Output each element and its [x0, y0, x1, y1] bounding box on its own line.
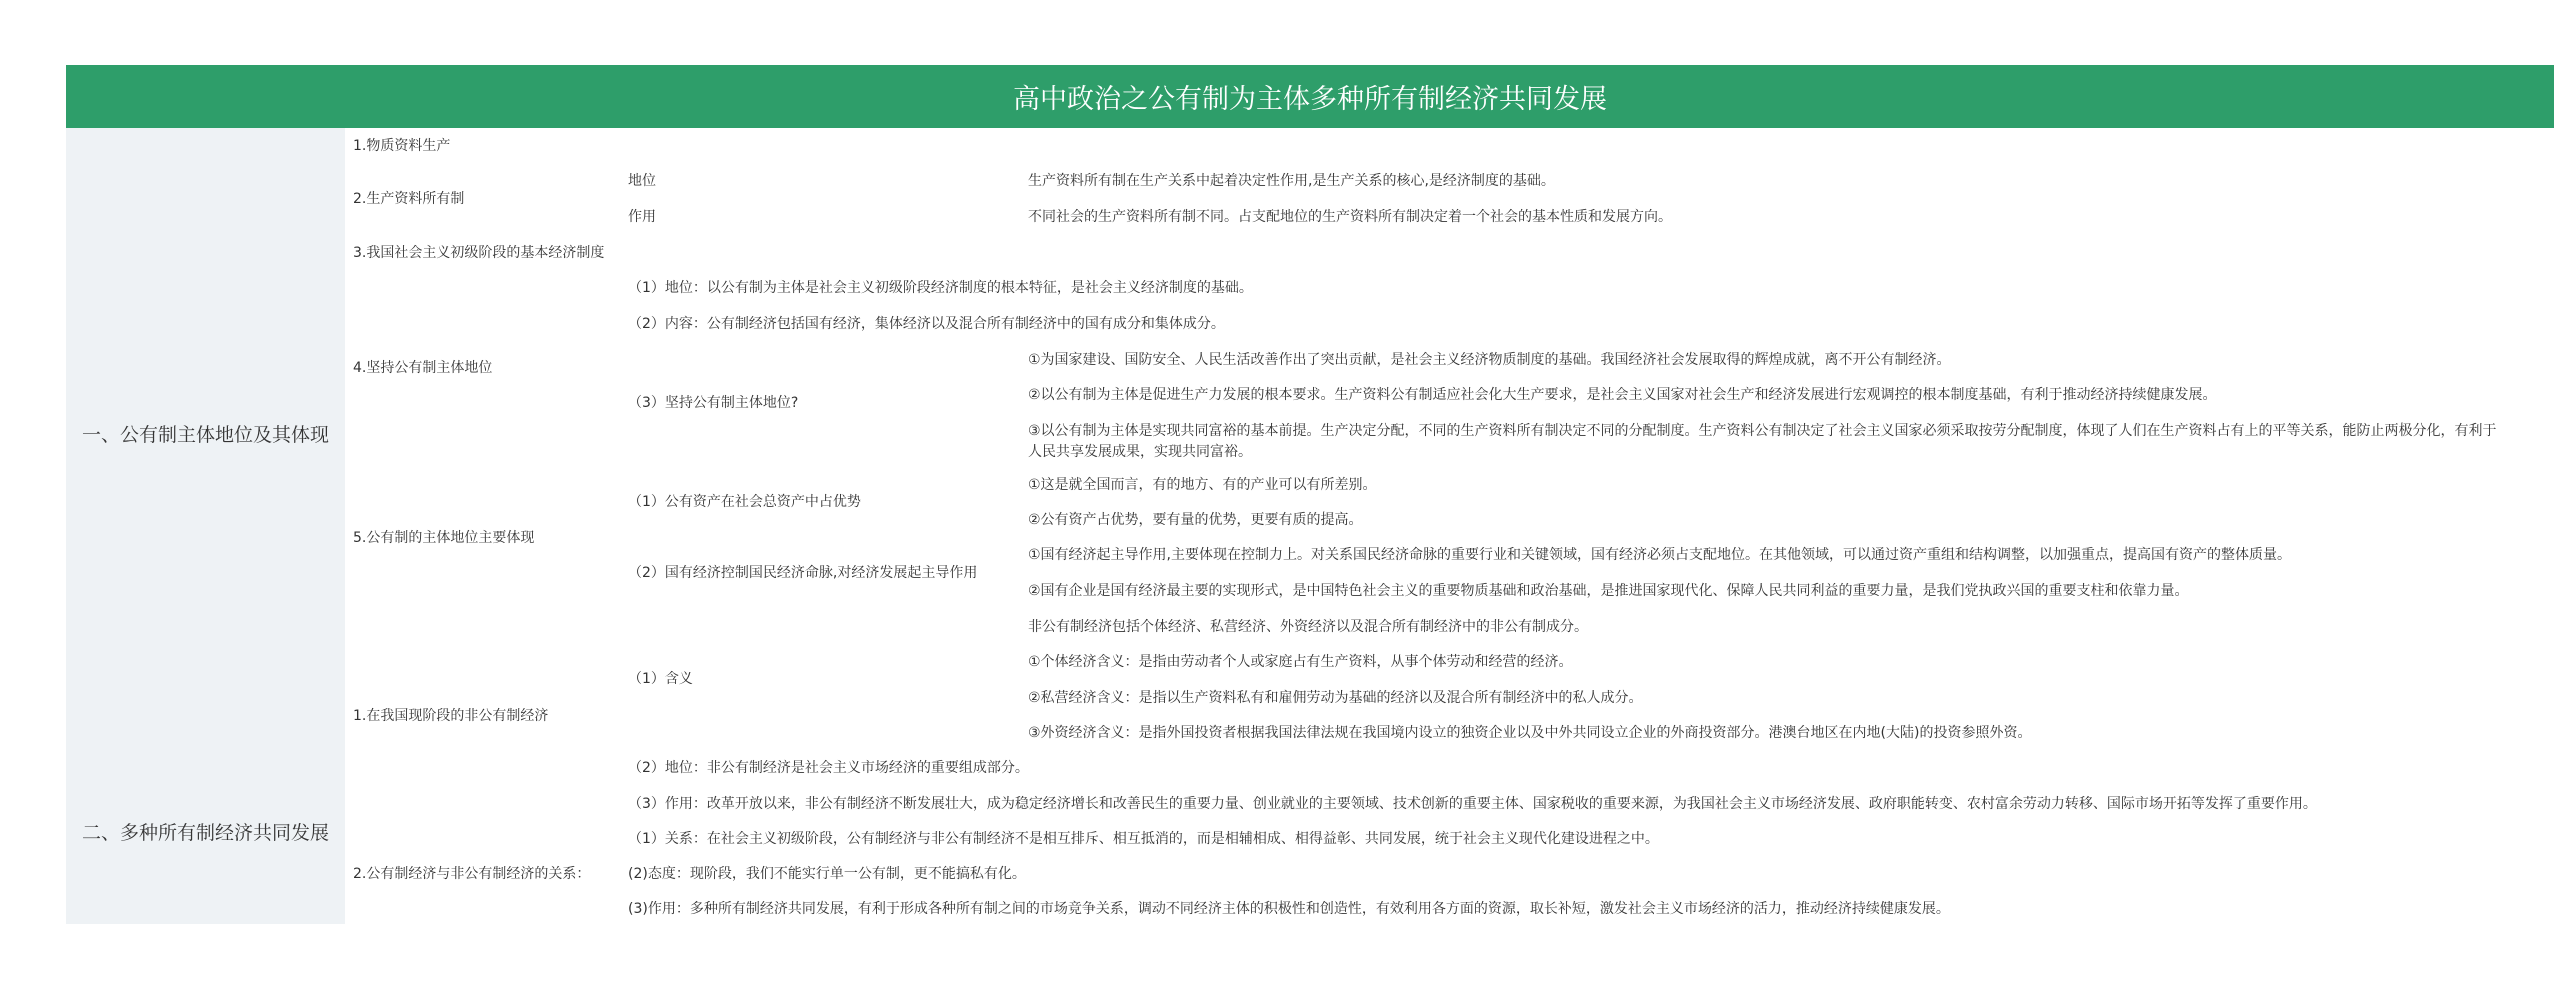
node-uphold-why: （3）坚持公有制主体地位? [628, 395, 799, 411]
node-relationship: 2.公有制经济与非公有制经济的关系： [353, 866, 591, 882]
node-uphold-why-b: ②以公有制为主体是促进生产力发展的根本要求。生产资料公有制适应社会化大生产要求，是社会主义国家对社会生产和经济发展进行宏观调控的根本制度基础，有利于推动经济持续健康发展。 [1028, 387, 2217, 403]
node-non-public-meaning: （1）含义 [628, 671, 693, 687]
node-public-assets-a: ①这是就全国而言，有的地方、有的产业可以有所差别。 [1028, 477, 1377, 493]
node-uphold-why-a: ①为国家建设、国防安全、人民生活改善作出了突出贡献，是社会主义经济物质制度的基础。我国经济社会发展取得的辉煌成就，离不开公有制经济。 [1028, 352, 1951, 368]
node-non-public-status: （2）地位：非公有制经济是社会主义市场经济的重要组成部分。 [628, 760, 1029, 776]
node-non-public-meaning-c: ③外资经济含义：是指外国投资者根据我国法律法规在我国境内设立的独资企业以及中外共同设立企业的外商投资部分。港澳台地区在内地(大陆)的投资参照外资。 [1028, 725, 2032, 741]
page-title: 高中政治之公有制为主体多种所有制经济共同发展 [66, 65, 2554, 128]
node-non-public-meaning-b: ②私营经济含义：是指以生产资料私有和雇佣劳动为基础的经济以及混合所有制经济中的私人成分。 [1028, 690, 1643, 706]
node-relationship-relation: （1）关系：在社会主义初级阶段，公有制经济与非公有制经济不是相互排斥、相互抵消的，而是相辅相成、相得益彰、共同发展，统于社会主义现代化建设进程之中。 [628, 831, 1659, 847]
section-2-label: 二、多种所有制经济共同发展 [66, 738, 345, 924]
node-role-label: 作用 [628, 209, 656, 225]
node-main-manifestation: 5.公有制的主体地位主要体现 [353, 530, 535, 546]
node-public-assets-b: ②公有资产占优势，要有量的优势，更要有质的提高。 [1028, 512, 1363, 528]
node-public-assets-advantage: （1）公有资产在社会总资产中占优势 [628, 494, 861, 510]
node-uphold-why-c: ③以公有制为主体是实现共同富裕的基本前提。生产决定分配，不同的生产资料所有制决定不同的分配制度。生产资料公有制决定了社会主义国家必须采取按劳分配制度，体现了人们在生产资料占有上的平等关系，能防止两极分化，有利于人民共享发展成果，实现共同富裕。 [1028, 423, 2497, 460]
node-non-public-meaning-a: ①个体经济含义：是指由劳动者个人或家庭占有生产资料，从事个体劳动和经营的经济。 [1028, 654, 1573, 670]
node-role-text: 不同社会的生产资料所有制不同。占支配地位的生产资料所有制决定着一个社会的基本性质和发展方向。 [1028, 209, 1672, 225]
node-uphold-status: （1）地位：以公有制为主体是社会主义初级阶段经济制度的根本特征，是社会主义经济制度的基础。 [628, 280, 1253, 296]
node-basic-economic-system: 3.我国社会主义初级阶段的基本经济制度 [353, 245, 605, 261]
node-relationship-attitude: (2)态度：现阶段，我们不能实行单一公有制，更不能搞私有化。 [628, 866, 1026, 882]
node-uphold-content: （2）内容：公有制经济包括国有经济，集体经济以及混合所有制经济中的国有成分和集体成分。 [628, 316, 1225, 332]
node-state-economy-b: ②国有企业是国有经济最主要的实现形式，是中国特色社会主义的重要物质基础和政治基础，是推进国家现代化、保障人民共同利益的重要力量，是我们党执政兴国的重要支柱和依靠力量。 [1028, 583, 2189, 599]
node-means-of-production: 2.生产资料所有制 [353, 191, 465, 207]
node-state-economy-control: （2）国有经济控制国民经济命脉,对经济发展起主导作用 [628, 565, 978, 581]
node-position-label: 地位 [628, 173, 656, 189]
node-material-production: 1.物质资料生产 [353, 138, 451, 154]
node-non-public-role: （3）作用：改革开放以来，非公有制经济不断发展壮大，成为稳定经济增长和改善民生的重要力量、创业就业的主要领域、技术创新的重要主体、国家税收的重要来源，为我国社会主义市场经济发展、政府职能转变、农村富余劳动力转移、国际市场开拓等发挥了重要作用。 [628, 796, 2317, 812]
node-state-economy-a: ①国有经济起主导作用,主要体现在控制力上。对关系国民经济命脉的重要行业和关键领域，国有经济必须占支配地位。在其他领域，可以通过资产重组和结构调整，以加强重点，提高国有资产的整体质量。 [1028, 547, 2291, 563]
section-1-label: 一、公有制主体地位及其体现 [66, 128, 345, 738]
node-non-public-meaning-0: 非公有制经济包括个体经济、私营经济、外资经济以及混合所有制经济中的非公有制成分。 [1028, 619, 1588, 635]
node-non-public-economy: 1.在我国现阶段的非公有制经济 [353, 708, 549, 724]
node-relationship-role: (3)作用：多种所有制经济共同发展，有利于形成各种所有制之间的市场竞争关系，调动不同经济主体的积极性和创造性，有效利用各方面的资源，取长补短，激发社会主义市场经济的活力，推动经济持续健康发展。 [628, 901, 1950, 917]
node-uphold-public-ownership: 4.坚持公有制主体地位 [353, 360, 493, 376]
node-position-text: 生产资料所有制在生产关系中起着决定性作用,是生产关系的核心,是经济制度的基础。 [1028, 173, 1555, 189]
